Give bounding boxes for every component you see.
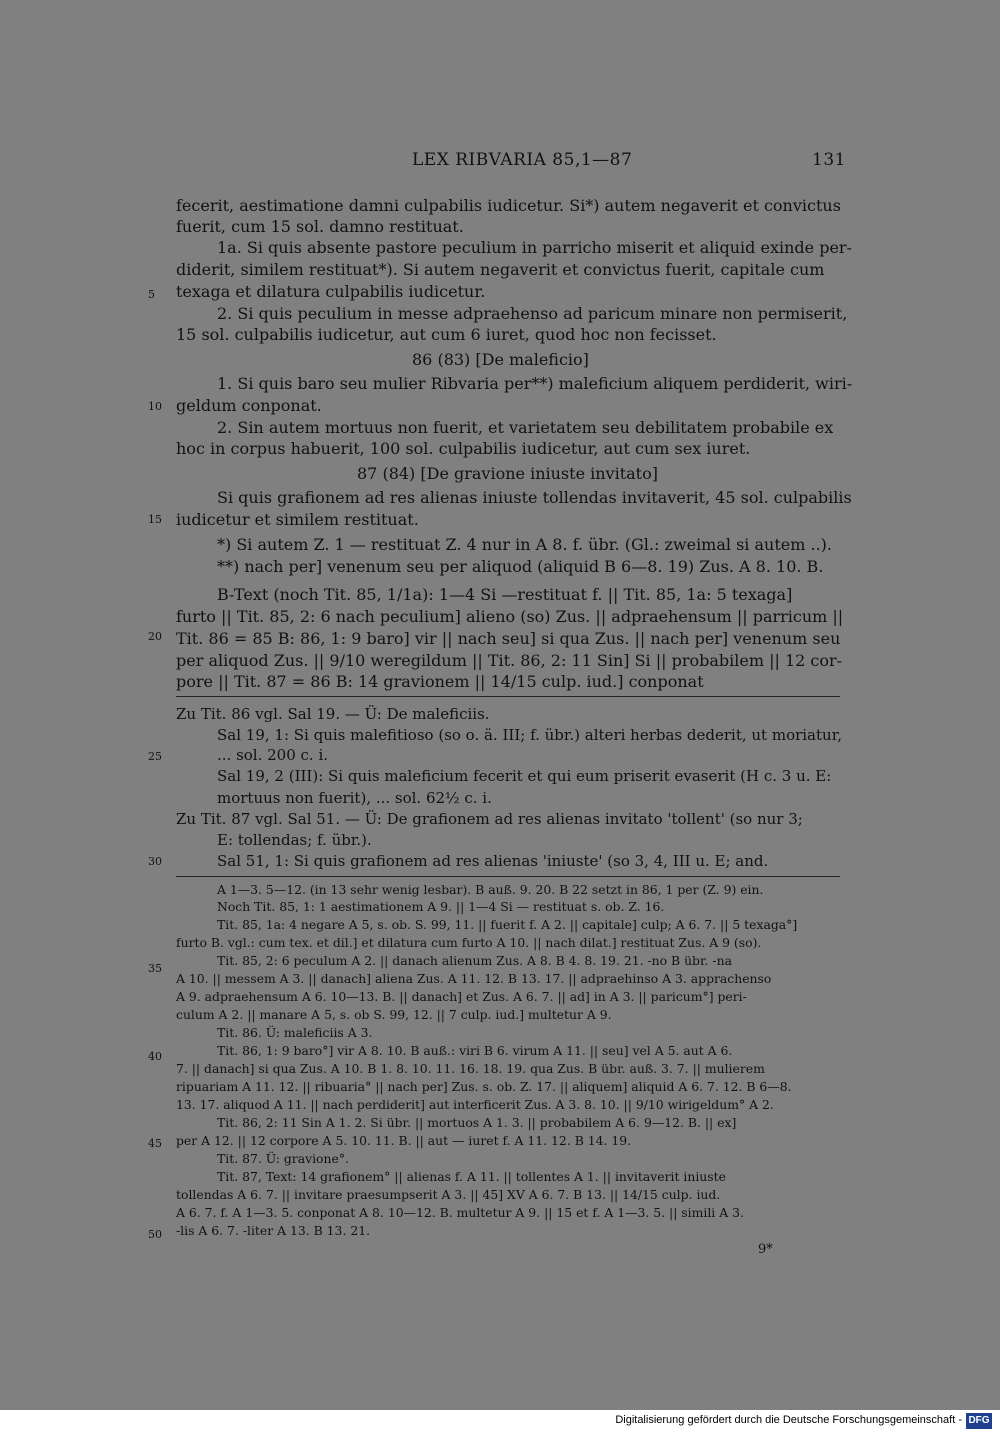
apparatus-line: Tit. 86, 1: 9 baro°] vir A 8. 10. B auß.: viri B 6. virum A 11. || seu] vel A 5. aut A 6. xyxy=(217,1043,733,1058)
footer-bar xyxy=(0,1410,1000,1434)
apparatus-line: ripuariam A 11. 12. || ribuaria° || nach per] Zus. s. ob. Z. 17. || aliquem] aliquid A 6. 7. 12. B 6—8. xyxy=(176,1079,792,1094)
apparatus-line: mortuus non fuerit), ... sol. 62½ c. i. xyxy=(217,789,492,807)
footnote-line: *) Si autem Z. 1 — restituat Z. 4 nur in A 8. f. übr. (Gl.: zweimal si autem ..). xyxy=(217,535,833,554)
apparatus-line: ... sol. 200 c. i. xyxy=(217,746,329,764)
apparatus-line: per A 12. || 12 corpore A 5. 10. 11. B. || aut — iuret f. A 11. 12. B 14. 19. xyxy=(176,1133,632,1148)
apparatus-line: Tit. 85, 2: 6 peculum A 2. || danach alienum Zus. A 8. B 4. 8. 19. 21. -no B übr. -na xyxy=(217,953,732,968)
funding-credit: Digitalisierung gefördert durch die Deutsche Forschungsgemeinschaft - xyxy=(615,1414,962,1426)
line-number: 20 xyxy=(148,630,162,643)
running-title: LEX RIBVARIA 85,1—87 xyxy=(412,150,633,170)
text-line: fuerit, cum 15 sol. damno restituat. xyxy=(176,217,464,236)
apparatus-line: culum A 2. || manare A 5, s. ob S. 99, 12. || 7 culp. iud.] multetur A 9. xyxy=(176,1007,612,1022)
text-line: 2. Sin autem mortuus non fuerit, et varietatem seu debilitatem probabile ex xyxy=(217,418,834,437)
line-number: 40 xyxy=(148,1050,162,1063)
b-text-line: B-Text (noch Tit. 85, 1/1a): 1—4 Si —restituat f. || Tit. 85, 1a: 5 texaga] xyxy=(217,585,793,604)
line-number: 35 xyxy=(148,962,162,975)
divider xyxy=(176,876,840,877)
apparatus-line: E: tollendas; f. übr.). xyxy=(217,831,372,849)
text-line: 1a. Si quis absente pastore peculium in parricho miserit et aliquid exinde per- xyxy=(217,238,852,257)
section-heading: 86 (83) [De maleficio] xyxy=(412,350,589,369)
text-line: fecerit, aestimatione damni culpabilis iudicetur. Si*) autem negaverit et convictus xyxy=(176,196,841,215)
apparatus-line: Sal 19, 2 (III): Si quis maleficium fecerit et qui eum priserit evaserit (H c. 3 u. E: xyxy=(217,767,832,785)
line-number: 45 xyxy=(148,1137,162,1150)
text-line: 2. Si quis peculium in messe adpraehenso ad paricum minare non permiserit, xyxy=(217,304,848,323)
apparatus-line: Tit. 86. Ü: maleficiis A 3. xyxy=(217,1025,373,1040)
apparatus-line: A 10. || messem A 3. || danach] aliena Zus. A 11. 12. B 13. 17. || adpraehinso A 3. apprachenso xyxy=(176,971,772,986)
line-number: 50 xyxy=(148,1228,162,1241)
apparatus-line: Sal 19, 1: Si quis malefitioso (so o. ä. III; f. übr.) alteri herbas dederit, ut moriatur, xyxy=(217,726,842,744)
apparatus-line: Zu Tit. 86 vgl. Sal 19. — Ü: De maleficiis. xyxy=(176,705,490,723)
apparatus-line: Zu Tit. 87 vgl. Sal 51. — Ü: De grafionem ad res alienas invitato 'tollent' (so nur 3; xyxy=(176,810,803,828)
line-number: 5 xyxy=(148,288,155,301)
footnote-line: **) nach per] venenum seu per aliquod (aliquid B 6—8. 19) Zus. A 8. 10. B. xyxy=(217,557,824,576)
divider xyxy=(176,696,840,697)
apparatus-line: Tit. 87, Text: 14 grafionem° || alienas f. A 11. || tollentes A 1. || invitaverit iniuste xyxy=(217,1169,726,1184)
page-number: 131 xyxy=(812,150,846,170)
b-text-line: Tit. 86 = 85 B: 86, 1: 9 baro] vir || nach seu] si qua Zus. || nach per] venenum seu xyxy=(176,629,841,648)
apparatus-line: 13. 17. aliquod A 11. || nach perdiderit] aut interficerit Zus. A 3. 8. 10. || 9/10 wirigeldum° A 2. xyxy=(176,1097,774,1112)
section-heading: 87 (84) [De gravione iniuste invitato] xyxy=(357,464,658,483)
apparatus-line: Noch Tit. 85, 1: 1 aestimationem A 9. || 1—4 Si — restituat s. ob. Z. 16. xyxy=(217,899,665,914)
apparatus-line: Tit. 87. Ü: gravione°. xyxy=(217,1151,349,1166)
b-text-line: furto || Tit. 85, 2: 6 nach peculium] alieno (so) Zus. || adpraehensum || parricum || xyxy=(176,607,844,626)
line-number: 15 xyxy=(148,513,162,526)
apparatus-line: A 9. adpraehensum A 6. 10—13. B. || danach] et Zus. A 6. 7. || ad] in A 3. || paricum°] peri- xyxy=(176,989,747,1004)
apparatus-line: furto B. vgl.: cum tex. et dil.] et dilatura cum furto A 10. || nach dilat.] restituat Zus. A 9 (so). xyxy=(176,935,762,950)
text-line: Si quis grafionem ad res alienas iniuste tollendas invitaverit, 45 sol. culpabilis xyxy=(217,488,852,507)
text-line: geldum conponat. xyxy=(176,396,322,415)
b-text-line: per aliquod Zus. || 9/10 weregildum || Tit. 86, 2: 11 Sin] Si || probabilem || 12 cor- xyxy=(176,651,843,670)
apparatus-line: Sal 51, 1: Si quis grafionem ad res alienas 'iniuste' (so 3, 4, III u. E; and. xyxy=(217,852,769,870)
apparatus-line: Tit. 85, 1a: 4 negare A 5, s. ob. S. 99, 11. || fuerit f. A 2. || capitale] culp; A 6. 7. || 5 texaga°] xyxy=(217,917,798,932)
line-number: 25 xyxy=(148,750,162,763)
apparatus-line: 7. || danach] si qua Zus. A 10. B 1. 8. 10. 11. 16. 18. 19. qua Zus. B übr. auß. 3. 7. || mulierem xyxy=(176,1061,765,1076)
apparatus-line: Tit. 86, 2: 11 Sin A 1. 2. Si übr. || mortuos A 1. 3. || probabilem A 6. 9—12. B. || ex] xyxy=(217,1115,737,1130)
text-line: texaga et dilatura culpabilis iudicetur. xyxy=(176,282,486,301)
text-line: hoc in corpus habuerit, 100 sol. culpabilis iudicetur, aut cum sex iuret. xyxy=(176,439,751,458)
apparatus-line: -lis A 6. 7. -liter A 13. B 13. 21. xyxy=(176,1223,371,1238)
text-line: diderit, similem restituat*). Si autem negaverit et convictus fuerit, capitale cum xyxy=(176,260,825,279)
text-line: iudicetur et similem restituat. xyxy=(176,510,419,529)
b-text-line: pore || Tit. 87 = 86 B: 14 gravionem || 14/15 culp. iud.] conponat xyxy=(176,672,704,691)
dfg-logo-icon: DFG xyxy=(966,1413,992,1429)
apparatus-line: A 1—3. 5—12. (in 13 sehr wenig lesbar). B auß. 9. 20. B 22 setzt in 86, 1 per (Z. 9) ein. xyxy=(217,882,764,897)
apparatus-line: A 6. 7. f. A 1—3. 5. conponat A 8. 10—12. B. multetur A 9. || 15 et f. A 1—3. 5. || simili A 3. xyxy=(176,1205,744,1220)
text-line: 1. Si quis baro seu mulier Ribvaria per**) maleficium aliquem perdiderit, wiri- xyxy=(217,374,853,393)
signature-mark: 9* xyxy=(758,1242,773,1257)
line-number: 30 xyxy=(148,855,162,868)
apparatus-line: tollendas A 6. 7. || invitare praesumpserit A 3. || 45] XV A 6. 7. B 13. || 14/15 culp. iud. xyxy=(176,1187,721,1202)
text-line: 15 sol. culpabilis iudicetur, aut cum 6 iuret, quod hoc non fecisset. xyxy=(176,325,717,344)
line-number: 10 xyxy=(148,400,162,413)
